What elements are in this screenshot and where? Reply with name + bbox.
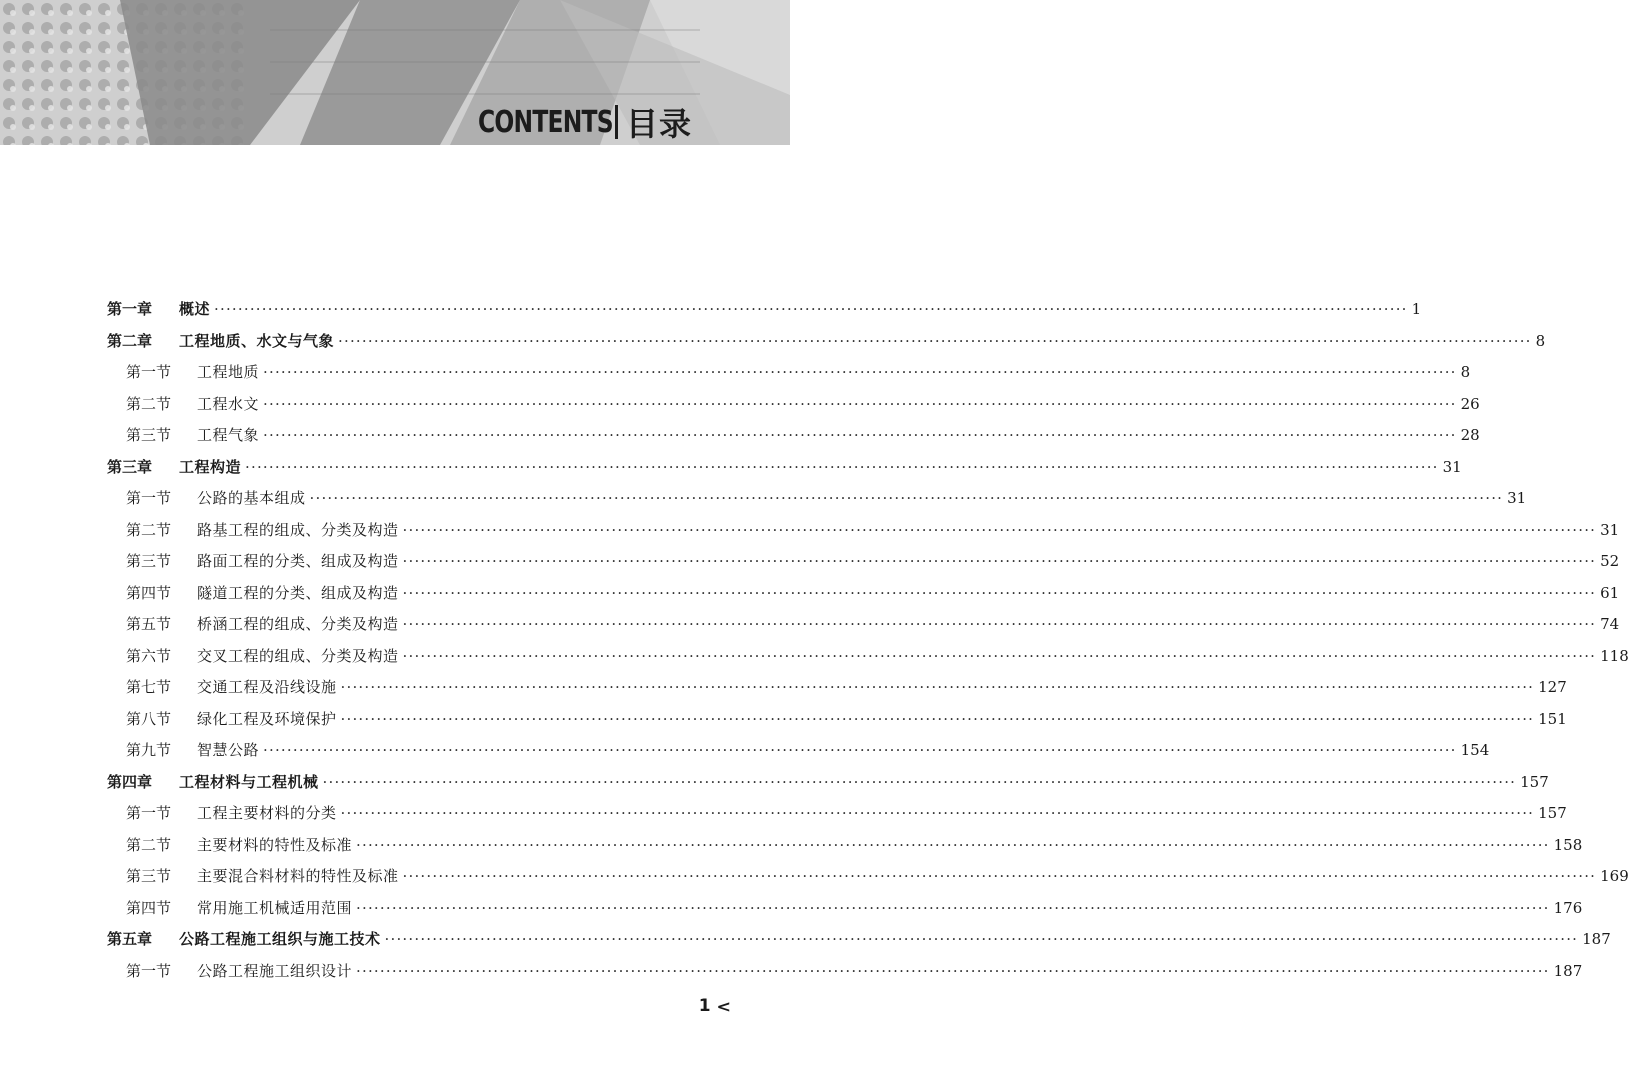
entry-number: 第二章 xyxy=(107,331,153,350)
entry-number: 第一节 xyxy=(126,804,172,822)
dot-leader: ········································································································································································································ xyxy=(245,457,1439,476)
dot-leader: ········································································································································································································ xyxy=(214,300,1408,318)
entry-page-number: 52 xyxy=(1600,552,1620,570)
toc-section-entry[interactable] xyxy=(107,735,1490,767)
entry-page-number: 151 xyxy=(1538,709,1567,728)
entry-title: 概述 xyxy=(179,300,211,318)
toc-section-entry[interactable] xyxy=(107,798,1567,830)
entry-title: 工程气象 xyxy=(197,426,260,444)
toc-section-entry[interactable] xyxy=(107,357,1471,389)
entry-number: 第三章 xyxy=(107,457,153,476)
dot-leader: ········································································································································································································ xyxy=(263,363,1457,381)
entry-page-number: 31 xyxy=(1600,520,1620,539)
entry-title: 公路的基本组成 xyxy=(197,489,306,507)
entry-title: 工程材料与工程机械 xyxy=(179,772,319,791)
entry-page-number: 61 xyxy=(1600,583,1620,602)
toc-section-entry[interactable] xyxy=(107,956,1583,988)
entry-title: 主要材料的特性及标准 xyxy=(197,835,353,854)
contents-heading xyxy=(440,100,692,144)
entry-page-number: 1 xyxy=(1411,300,1422,318)
dot-leader: ········································································································································································································ xyxy=(384,930,1579,948)
entry-number: 第一节 xyxy=(126,489,172,507)
entry-number: 第二节 xyxy=(126,394,172,413)
entry-title: 隧道工程的分类、组成及构造 xyxy=(197,583,399,602)
entry-number: 第二节 xyxy=(126,835,172,854)
entry-number: 第七节 xyxy=(126,678,172,696)
page-number: 1 xyxy=(698,996,711,1016)
entry-number: 第一节 xyxy=(126,363,172,381)
toc-section-entry[interactable] xyxy=(107,483,1527,515)
toc-section-entry[interactable] xyxy=(107,389,1480,421)
dot-leader: ········································································································································································································ xyxy=(402,646,1597,665)
dot-leader: ········································································································································································································ xyxy=(356,835,1550,854)
toc-section-entry[interactable] xyxy=(107,704,1567,736)
dot-leader: ········································································································································································································ xyxy=(322,772,1517,791)
heading-divider xyxy=(615,105,618,139)
entry-title: 公路工程施工组织设计 xyxy=(197,961,353,980)
entry-number: 第三节 xyxy=(126,426,172,444)
entry-page-number: 187 xyxy=(1582,930,1611,948)
entry-number: 第二节 xyxy=(126,520,172,539)
entry-number: 第五章 xyxy=(107,930,153,948)
toc-section-entry[interactable] xyxy=(107,609,1620,641)
toc-chapter-entry[interactable] xyxy=(107,924,1611,956)
entry-title: 桥涵工程的组成、分类及构造 xyxy=(197,615,399,633)
dot-leader: ········································································································································································································ xyxy=(402,520,1597,539)
dot-leader: ········································································································································································································ xyxy=(340,678,1535,696)
entry-page-number: 8 xyxy=(1460,363,1471,381)
entry-page-number: 26 xyxy=(1460,394,1480,413)
toc-section-entry[interactable] xyxy=(107,641,1629,673)
table-of-contents xyxy=(107,294,1629,987)
toc-section-entry[interactable] xyxy=(107,546,1620,578)
entry-title: 交叉工程的组成、分类及构造 xyxy=(197,646,399,665)
toc-chapter-entry[interactable] xyxy=(107,767,1549,799)
entry-number: 第四节 xyxy=(126,583,172,602)
entry-page-number: 158 xyxy=(1553,835,1583,854)
toc-section-entry[interactable] xyxy=(107,830,1583,862)
entry-title: 交通工程及沿线设施 xyxy=(197,678,337,696)
entry-number: 第四章 xyxy=(107,772,153,791)
page-folio xyxy=(699,996,730,1016)
toc-chapter-entry[interactable] xyxy=(107,294,1422,326)
toc-section-entry[interactable] xyxy=(107,861,1629,893)
entry-title: 工程水文 xyxy=(197,394,260,413)
entry-number: 第四节 xyxy=(126,898,172,917)
entry-page-number: 157 xyxy=(1538,804,1567,822)
entry-title: 常用施工机械适用范围 xyxy=(197,898,353,917)
toc-section-entry[interactable] xyxy=(107,672,1567,704)
entry-page-number: 31 xyxy=(1507,489,1527,507)
entry-page-number: 169 xyxy=(1600,867,1629,885)
entry-number: 第五节 xyxy=(126,615,172,633)
header-banner xyxy=(0,0,790,145)
entry-title: 主要混合料材料的特性及标准 xyxy=(197,867,399,885)
entry-number: 第九节 xyxy=(126,741,172,759)
entry-number: 第三节 xyxy=(126,552,172,570)
toc-section-entry[interactable] xyxy=(107,893,1583,925)
dot-leader: ········································································································································································································ xyxy=(309,489,1504,507)
toc-chapter-entry[interactable] xyxy=(107,452,1462,484)
entry-page-number: 8 xyxy=(1535,331,1546,350)
toc-section-entry[interactable] xyxy=(107,578,1620,610)
heading-cn: 目录 xyxy=(625,105,692,143)
entry-title: 绿化工程及环境保护 xyxy=(197,709,337,728)
dot-leader: ········································································································································································································ xyxy=(356,961,1550,980)
entry-title: 路基工程的组成、分类及构造 xyxy=(197,520,399,539)
entry-page-number: 187 xyxy=(1553,961,1583,980)
entry-title: 工程地质、水文与气象 xyxy=(179,331,335,350)
dot-leader: ········································································································································································································ xyxy=(340,709,1535,728)
dot-leader: ········································································································································································································ xyxy=(340,804,1535,822)
entry-page-number: 118 xyxy=(1600,646,1629,665)
entry-number: 第三节 xyxy=(126,867,172,885)
entry-page-number: 28 xyxy=(1460,426,1480,444)
dot-leader: ········································································································································································································ xyxy=(263,426,1457,444)
dot-leader: ········································································································································································································ xyxy=(356,898,1550,917)
entry-title: 工程构造 xyxy=(179,457,242,476)
entry-title: 工程地质 xyxy=(197,363,260,381)
entry-number: 第六节 xyxy=(126,646,172,665)
entry-title: 公路工程施工组织与施工技术 xyxy=(179,930,381,948)
entry-page-number: 154 xyxy=(1460,741,1490,759)
entry-number: 第八节 xyxy=(126,709,172,728)
entry-page-number: 31 xyxy=(1442,457,1462,476)
entry-number: 第一节 xyxy=(126,961,172,980)
toc-section-entry[interactable] xyxy=(107,515,1620,547)
entry-title: 路面工程的分类、组成及构造 xyxy=(197,552,399,570)
entry-page-number: 157 xyxy=(1520,772,1549,791)
toc-chapter-entry[interactable] xyxy=(107,326,1546,358)
dot-leader: ········································································································································································································ xyxy=(263,394,1457,413)
dot-leader: ········································································································································································································ xyxy=(338,331,1532,350)
entry-title: 智慧公路 xyxy=(197,741,260,759)
toc-section-entry[interactable] xyxy=(107,420,1480,452)
dot-leader: ········································································································································································································ xyxy=(402,583,1597,602)
dot-leader: ········································································································································································································ xyxy=(402,615,1597,633)
entry-page-number: 127 xyxy=(1538,678,1567,696)
entry-page-number: 176 xyxy=(1553,898,1583,917)
dot-leader: ········································································································································································································ xyxy=(402,552,1597,570)
entry-title: 工程主要材料的分类 xyxy=(197,804,337,822)
dot-leader: ········································································································································································································ xyxy=(263,741,1457,759)
entry-page-number: 74 xyxy=(1600,615,1620,633)
heading-en: CONTENTS xyxy=(478,104,613,140)
left-angle-icon: < xyxy=(715,996,731,1016)
entry-number: 第一章 xyxy=(107,300,153,318)
dot-leader: ········································································································································································································ xyxy=(402,867,1597,885)
